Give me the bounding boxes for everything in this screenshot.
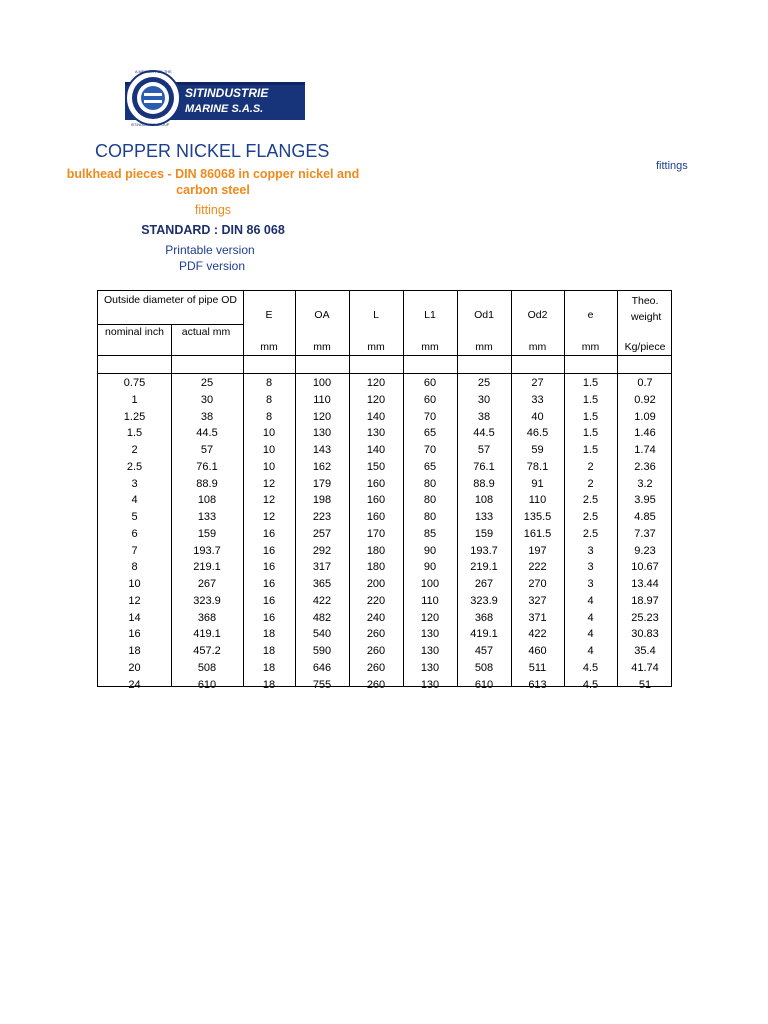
table-cell: 180 — [366, 544, 386, 557]
col-unit: mm — [475, 341, 493, 353]
table-cell: 1.74 — [634, 444, 656, 456]
table-cell: 457.2 — [193, 645, 221, 657]
table-cell: 30.83 — [631, 628, 659, 641]
table-cell: 5 — [131, 511, 138, 523]
table-cell: 610 — [197, 678, 217, 691]
table-row — [98, 476, 671, 493]
table-cell: 16 — [262, 611, 276, 624]
col-header: Od1 — [474, 309, 494, 321]
table-cell: 220 — [366, 594, 386, 607]
table-cell: 4 — [587, 645, 594, 657]
logo-ring-top: A MEMBER OF THE — [135, 69, 172, 74]
table-cell: 368 — [474, 611, 494, 624]
table-cell: 160 — [366, 511, 386, 523]
table-cell: 30 — [477, 393, 491, 406]
table-cell: 18 — [262, 661, 276, 674]
table-cell: 12 — [262, 511, 276, 523]
table-cell: 14 — [128, 611, 141, 624]
table-cell: 143 — [312, 444, 332, 456]
table-cell: 44.5 — [473, 427, 495, 440]
table-cell: 10 — [262, 427, 276, 440]
table-cell: 482 — [312, 611, 332, 624]
table-cell: 755 — [312, 678, 332, 691]
table-cell: 140 — [366, 444, 386, 456]
table-cell: 16 — [262, 561, 276, 574]
col-unit: mm — [260, 341, 278, 353]
table-cell: 1.5 — [582, 377, 599, 389]
col-header: L1 — [424, 309, 436, 321]
table-cell: 18 — [262, 645, 276, 657]
table-cell: 371 — [528, 611, 547, 624]
table-cell: 100 — [420, 578, 440, 590]
flange-dimensions-table — [97, 290, 672, 691]
fittings-link[interactable]: fittings — [194, 203, 232, 217]
table-cell: 200 — [366, 578, 386, 590]
table-cell: 7 — [131, 544, 138, 557]
table-cell: 10 — [262, 444, 276, 456]
table-row — [98, 409, 671, 426]
table-cell: 6 — [131, 527, 138, 540]
table-row — [98, 375, 671, 392]
table-cell: 508 — [197, 661, 217, 674]
table-cell: 1.09 — [634, 410, 656, 423]
table-cell: 508 — [474, 661, 494, 674]
table-cell: 162 — [312, 460, 332, 473]
table-divider — [98, 373, 671, 374]
table-cell: 33 — [531, 393, 544, 406]
table-cell: 25 — [200, 377, 214, 389]
table-cell: 193.7 — [193, 544, 221, 557]
table-cell: 59 — [531, 444, 544, 456]
table-cell: 219.1 — [470, 561, 498, 574]
table-cell: 4.5 — [582, 678, 599, 691]
table-cell: 46.5 — [526, 427, 549, 440]
table-cell: 511 — [528, 661, 547, 674]
col-header: OA — [314, 309, 330, 321]
table-cell: 219.1 — [193, 561, 221, 574]
table-cell: 120 — [312, 410, 332, 423]
table-cell: 13.44 — [631, 578, 659, 590]
table-cell: 24 — [128, 678, 141, 691]
table-row — [98, 543, 671, 560]
table-cell: 368 — [197, 611, 217, 624]
table-cell: 613 — [528, 678, 547, 691]
table-cell: 60 — [423, 377, 437, 389]
table-cell: 110 — [528, 494, 547, 507]
table-cell: 20 — [128, 661, 141, 674]
logo-brand-line2: MARINE S.A.S. — [185, 103, 264, 115]
table-cell: 0.75 — [123, 377, 146, 389]
table-cell: 610 — [474, 678, 494, 691]
table-row — [98, 643, 671, 660]
table-cell: 419.1 — [470, 628, 498, 641]
col-header: e — [587, 309, 594, 321]
table-cell: 70 — [423, 444, 437, 456]
table-cell: 267 — [197, 578, 217, 590]
table-cell: 2 — [131, 444, 138, 456]
table-cell: 12 — [262, 477, 276, 490]
table-cell: 130 — [366, 427, 386, 440]
table-cell: 108 — [474, 494, 494, 507]
table-cell: 365 — [312, 578, 332, 590]
table-cell: 2 — [587, 460, 594, 473]
table-cell: 1.5 — [582, 410, 599, 423]
table-cell: 16 — [262, 544, 276, 557]
col-unit: mm — [421, 341, 439, 353]
table-cell: 4 — [587, 594, 594, 607]
table-cell: 3.2 — [637, 477, 653, 490]
table-cell: 25 — [477, 377, 491, 389]
table-cell: 120 — [420, 611, 440, 624]
table-cell: 18.97 — [631, 594, 659, 607]
table-cell: 38 — [477, 410, 491, 423]
page-subtitle: bulkhead pieces - DIN 86068 in copper nickel and carbon steel — [66, 167, 360, 197]
table-row — [98, 626, 671, 643]
table-cell: 323.9 — [470, 594, 498, 607]
page-title: COPPER NICKEL FLANGES — [95, 141, 330, 161]
table-cell: 8 — [265, 393, 273, 406]
table-cell: 80 — [423, 477, 437, 490]
table-cell: 10 — [262, 460, 276, 473]
table-cell: 1.25 — [123, 410, 146, 423]
table-cell: 88.9 — [473, 477, 495, 490]
table-cell: 18 — [262, 628, 276, 641]
table-cell: 18 — [128, 645, 141, 657]
table-cell: 1 — [131, 393, 138, 406]
table-cell: 10.67 — [631, 561, 659, 574]
table-cell: 4 — [131, 494, 138, 507]
logo-ring-bottom: SITINDUSTRIE GROUP — [131, 123, 170, 126]
table-cell: 70 — [423, 410, 437, 423]
table-cell: 25.23 — [631, 611, 659, 624]
table-cell: 2.36 — [634, 460, 656, 473]
table-cell: 260 — [366, 661, 386, 674]
table-cell: 27 — [531, 377, 544, 389]
table-row — [98, 559, 671, 576]
table-cell: 90 — [423, 544, 437, 557]
table-cell: 133 — [474, 511, 494, 523]
table-cell: 222 — [528, 561, 547, 574]
table-cell: 130 — [420, 678, 440, 691]
table-cell: 292 — [312, 544, 332, 557]
table-cell: 100 — [312, 377, 332, 389]
col-unit: mm — [367, 341, 385, 353]
table-cell: 91 — [531, 477, 544, 490]
table-cell: 88.9 — [196, 477, 218, 490]
table-cell: 540 — [312, 628, 332, 641]
table-cell: 30 — [200, 393, 214, 406]
table-cell: 2.5 — [582, 527, 599, 540]
table-cell: 422 — [312, 594, 332, 607]
col-header-od: Outside diameter of pipe OD — [103, 294, 238, 306]
table-cell: 260 — [366, 678, 386, 691]
table-cell: 317 — [312, 561, 332, 574]
table-cell: 120 — [366, 393, 386, 406]
table-cell: 260 — [366, 645, 386, 657]
table-row — [98, 509, 671, 526]
table-cell: 150 — [366, 460, 386, 473]
table-cell: 130 — [420, 645, 440, 657]
table-cell: 422 — [528, 628, 547, 641]
table-cell: 4 — [587, 611, 594, 624]
table-cell: 130 — [420, 661, 440, 674]
table-row — [98, 492, 671, 509]
table-cell: 40 — [531, 410, 544, 423]
table-cell: 135.5 — [523, 511, 552, 523]
table-cell: 76.1 — [473, 460, 495, 473]
table-cell: 44.5 — [196, 427, 218, 440]
table-cell: 197 — [528, 544, 547, 557]
table-cell: 1.5 — [582, 427, 599, 440]
table-cell: 646 — [312, 661, 332, 674]
table-cell: 16 — [262, 578, 276, 590]
table-cell: 16 — [262, 594, 276, 607]
table-cell: 419.1 — [193, 628, 221, 641]
table-cell: 590 — [312, 645, 332, 657]
table-cell: 18 — [262, 678, 276, 691]
table-cell: 8 — [265, 410, 273, 423]
table-cell: 327 — [528, 594, 547, 607]
table-cell: 4.85 — [634, 511, 656, 523]
col-header: L — [373, 309, 379, 321]
table-cell: 159 — [197, 527, 217, 540]
table-cell: 0.7 — [637, 377, 653, 389]
table-cell: 4.5 — [582, 661, 599, 674]
table-cell: 3.95 — [634, 494, 656, 507]
table-cell: 4 — [587, 628, 594, 641]
table-cell: 78.1 — [526, 460, 549, 473]
table-cell: 159 — [474, 527, 494, 540]
col-header: Theo. weight — [631, 295, 662, 323]
table-cell: 460 — [528, 645, 547, 657]
table-cell: 240 — [366, 611, 386, 624]
table-cell: 267 — [474, 578, 494, 590]
col-unit: Kg/piece — [624, 341, 666, 353]
table-cell: 12 — [262, 494, 276, 507]
table-cell: 16 — [262, 527, 276, 540]
table-cell: 85 — [423, 527, 437, 540]
table-cell: 76.1 — [196, 460, 218, 473]
table-cell: 1.5 — [582, 393, 599, 406]
table-cell: 3 — [587, 578, 594, 590]
table-cell: 38 — [200, 410, 214, 423]
col-header: E — [265, 309, 273, 321]
table-cell: 198 — [312, 494, 332, 507]
col-header: Od2 — [527, 309, 548, 321]
table-row — [98, 425, 671, 442]
table-row — [98, 459, 671, 476]
unit-actual: actual mm — [181, 326, 231, 338]
table-row — [98, 392, 671, 409]
table-cell: 80 — [423, 494, 437, 507]
table-cell: 160 — [366, 477, 386, 490]
table-cell: 60 — [423, 393, 437, 406]
table-cell: 223 — [312, 511, 332, 523]
table-cell: 170 — [366, 527, 386, 540]
table-cell: 3 — [131, 477, 138, 490]
table-cell: 270 — [528, 578, 547, 590]
table-cell: 1.5 — [582, 444, 599, 456]
table-cell: 51 — [638, 678, 652, 691]
col-unit: mm — [528, 341, 547, 353]
fittings-right-link[interactable]: fittings — [656, 160, 688, 172]
table-cell: 160 — [366, 494, 386, 507]
sitindustrie-marine-logo — [121, 64, 305, 126]
pdf-version-link[interactable]: PDF version — [178, 259, 246, 273]
table-cell: 110 — [313, 393, 331, 406]
table-cell: 65 — [423, 427, 437, 440]
table-cell: 161.5 — [523, 527, 552, 540]
table-cell: 3 — [587, 544, 594, 557]
table-cell: 7.37 — [634, 527, 656, 540]
table-cell: 10 — [128, 578, 141, 590]
table-cell: 140 — [366, 410, 386, 423]
table-cell: 323.9 — [193, 594, 221, 607]
standard-label: STANDARD : DIN 86 068 — [141, 223, 285, 237]
table-divider — [98, 355, 671, 356]
table-cell: 130 — [312, 427, 332, 440]
table-cell: 130 — [420, 628, 440, 641]
table-cell: 41.74 — [631, 661, 659, 674]
table-cell: 9.23 — [634, 544, 656, 557]
table-cell: 120 — [366, 377, 386, 389]
table-cell: 90 — [423, 561, 437, 574]
table-cell: 12 — [128, 594, 141, 607]
table-cell: 260 — [366, 628, 386, 641]
table-cell: 3 — [587, 561, 594, 574]
logo-brand-line1: SITINDUSTRIE — [185, 86, 269, 100]
table-cell: 1.5 — [126, 427, 143, 440]
table-cell: 108 — [197, 494, 217, 507]
table-row — [98, 526, 671, 543]
table-cell: 2.5 — [126, 460, 143, 473]
table-cell: 8 — [131, 561, 138, 574]
table-cell: 110 — [421, 594, 439, 607]
table-cell: 2 — [587, 477, 594, 490]
table-cell: 80 — [423, 511, 437, 523]
table-cell: 257 — [312, 527, 332, 540]
col-unit: mm — [313, 341, 331, 353]
table-cell: 2.5 — [582, 494, 599, 507]
table-row — [98, 442, 671, 459]
table-cell: 57 — [200, 444, 214, 456]
table-cell: 133 — [197, 511, 217, 523]
table-cell: 16 — [128, 628, 141, 641]
table-cell: 193.7 — [470, 544, 498, 557]
table-cell: 8 — [265, 377, 273, 389]
table-cell: 1.46 — [634, 427, 656, 440]
col-unit: mm — [581, 341, 600, 353]
table-cell: 2.5 — [582, 511, 599, 523]
table-cell: 179 — [312, 477, 332, 490]
unit-nominal: nominal inch — [105, 326, 164, 338]
table-row — [98, 610, 671, 627]
table-row — [98, 593, 671, 610]
table-row — [98, 660, 671, 677]
table-row — [98, 677, 671, 694]
table-cell: 57 — [477, 444, 491, 456]
table-cell: 457 — [474, 645, 494, 657]
table-cell: 35.4 — [634, 645, 656, 657]
table-cell: 180 — [366, 561, 386, 574]
printable-version-link[interactable]: Printable version — [165, 243, 255, 257]
table-row — [98, 576, 671, 593]
table-cell: 65 — [423, 460, 437, 473]
table-cell: 0.92 — [634, 393, 656, 406]
